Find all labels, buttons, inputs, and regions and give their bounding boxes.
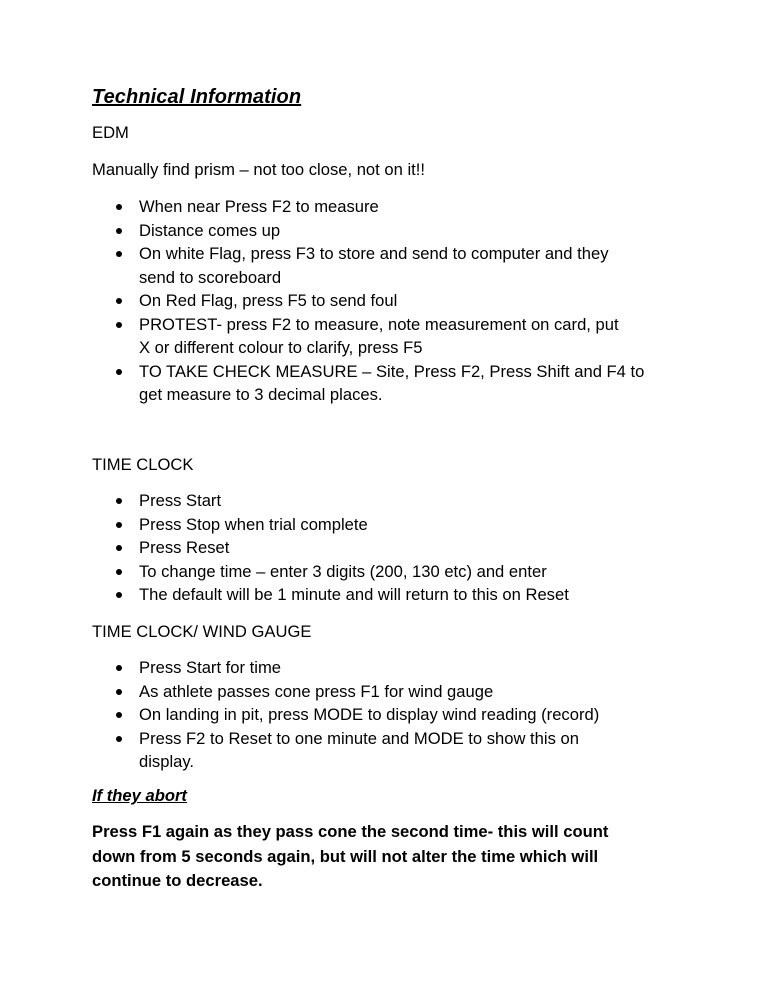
edm-heading: EDM bbox=[92, 123, 129, 142]
list-item bbox=[92, 289, 692, 313]
list-item bbox=[92, 219, 692, 243]
list-item bbox=[92, 536, 692, 560]
bullet-icon bbox=[116, 545, 122, 551]
abort-text: Press F1 again as they pass cone the second time- this will count down from 5 seconds again, but will not alter the time which will continue to decrease. bbox=[92, 822, 609, 890]
time-clock-heading: TIME CLOCK bbox=[92, 455, 194, 474]
list-item bbox=[92, 313, 692, 360]
bullet-icon bbox=[116, 322, 122, 328]
list-item bbox=[92, 489, 692, 513]
bullet-icon bbox=[116, 251, 122, 257]
list-item bbox=[92, 360, 692, 407]
list-item-text: Press Start for time bbox=[139, 658, 282, 677]
list-item-text: Press Start bbox=[139, 491, 222, 510]
bullet-icon bbox=[116, 592, 122, 598]
bullet-icon bbox=[116, 298, 122, 304]
list-item bbox=[92, 242, 692, 289]
list-item bbox=[92, 195, 692, 219]
list-item bbox=[92, 727, 692, 774]
list-item-text: PROTEST- press F2 to measure, note measurement on card, put X or different colour to clarify, press F5 bbox=[139, 314, 619, 357]
list-item-text: As athlete passes cone press F1 for wind gauge bbox=[139, 681, 494, 701]
bullet-icon bbox=[116, 712, 122, 718]
list-item-text: On landing in pit, press MODE to display wind reading (record) bbox=[139, 705, 600, 724]
bullet-icon bbox=[116, 204, 122, 210]
bullet-icon bbox=[116, 689, 122, 695]
list-item-text: Press F2 to Reset to one minute and MODE to show this on display. bbox=[139, 728, 579, 771]
bullet-icon bbox=[116, 569, 122, 575]
list-item-text: TO TAKE CHECK MEASURE – Site, Press F2, Press Shift and F4 to get measure to 3 decimal places. bbox=[139, 361, 645, 404]
list-item-text: Press Stop when trial complete bbox=[139, 514, 368, 534]
list-item bbox=[92, 703, 692, 727]
list-item bbox=[92, 656, 692, 680]
list-item bbox=[92, 680, 692, 704]
list-item bbox=[92, 583, 692, 607]
wind-gauge-heading: TIME CLOCK/ WIND GAUGE bbox=[92, 622, 312, 641]
list-item bbox=[92, 560, 692, 584]
list-item-text: On white Flag, press F3 to store and send to computer and they send to scoreboard bbox=[139, 244, 609, 287]
time-clock-list bbox=[92, 489, 692, 607]
list-item-text: Press Reset bbox=[139, 538, 230, 557]
wind-gauge-list bbox=[92, 656, 692, 774]
edm-list bbox=[92, 195, 692, 407]
abort-heading: If they abort bbox=[92, 786, 187, 805]
list-item-text: When near Press F2 to measure bbox=[139, 197, 379, 216]
bullet-icon bbox=[116, 498, 122, 504]
list-item-text: To change time – enter 3 digits (200, 130 etc) and enter bbox=[139, 561, 547, 581]
list-item-text: On Red Flag, press F5 to send foul bbox=[139, 291, 398, 310]
list-item bbox=[92, 513, 692, 537]
bullet-icon bbox=[116, 665, 122, 671]
bullet-icon bbox=[116, 736, 122, 742]
list-item-text: The default will be 1 minute and will return to this on Reset bbox=[139, 585, 569, 604]
bullet-icon bbox=[116, 522, 122, 528]
bullet-icon bbox=[116, 228, 122, 234]
bullet-icon bbox=[116, 369, 122, 375]
list-item-text: Distance comes up bbox=[139, 220, 281, 240]
edm-intro: Manually find prism – not too close, not on it!! bbox=[92, 160, 425, 179]
page-title: Technical Information bbox=[92, 86, 302, 108]
